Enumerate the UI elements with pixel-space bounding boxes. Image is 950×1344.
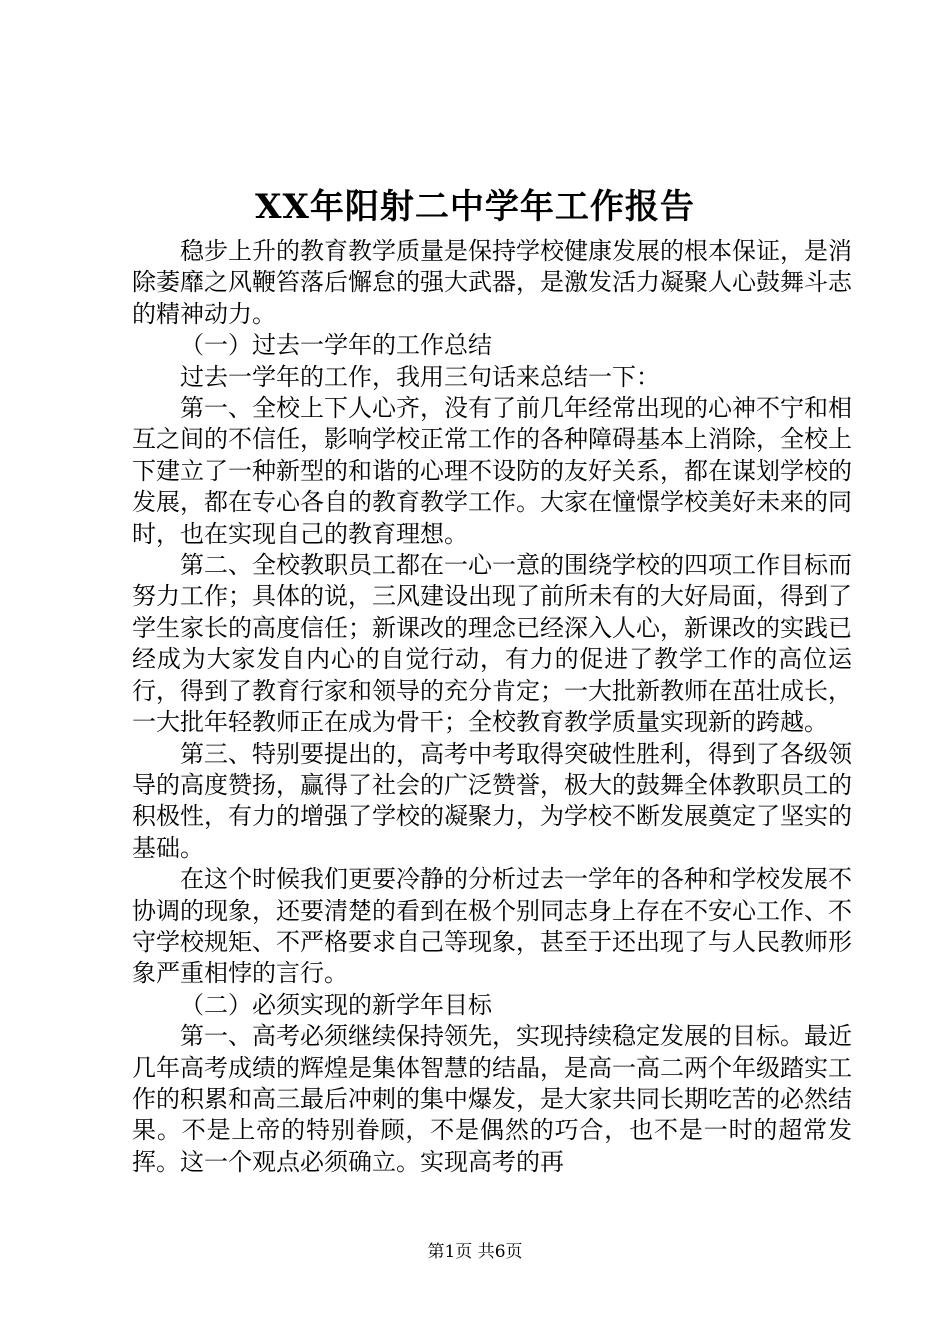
document-body (132, 236, 852, 1178)
paragraph-intro: 稳步上升的教育教学质量是保持学校健康发展的根本保证，是消除萎靡之风鞭笞落后懈怠的强大武器，是激发活力凝聚人心鼓舞斗志的精神动力。 (132, 237, 852, 328)
document-title: XX年阳射二中学年工作报告 (255, 187, 695, 227)
paragraph-summary-lead: 过去一学年的工作，我用三句话来总结一下： (180, 362, 660, 391)
paragraph-analysis: 在这个时候我们更要冷静的分析过去一学年的各种和学校发展不协调的现象，还要清楚的看到在极个别同志身上存在不安心工作、不守学校规矩、不严格要求自己等现象，甚至于还出现了与人民教师形象严重相悖的言行。 (132, 865, 852, 988)
paragraph-goal-one: 第一、高考必须继续保持领先，实现持续稳定发展的目标。最近几年高考成绩的辉煌是集体智慧的结晶，是高一高二两个年级踏实工作的积累和高三最后冲刺的集中爆发，是大家共同长期吃苦的必然结果。不是上帝的特别眷顾，不是偶然的巧合，也不是一时的超常发挥。这一个观点必须确立。实现高考的再 (132, 1022, 852, 1176)
section-heading-goals: （二）必须实现的新学年目标 (180, 990, 492, 1019)
section-heading-summary: （一）过去一学年的工作总结 (180, 331, 492, 360)
paragraph-point-two: 第二、全校教职员工都在一心一意的围绕学校的四项工作目标而努力工作；具体的说，三风建设出现了前所未有的大好局面，得到了学生家长的高度信任；新课改的理念已经深入人心，新课改的实践已经成为大家发自内心的自觉行动，有力的促进了教学工作的高位运行，得到了教育行家和领导的充分肯定；一大批新教师在茁壮成长，一大批年轻教师正在成为骨干；全校教育教学质量实现新的跨越。 (132, 551, 852, 737)
page-footer: 第1页 共6页 (427, 1242, 523, 1262)
paragraph-point-three: 第三、特别要提出的，高考中考取得突破性胜利，得到了各级领导的高度赞扬，赢得了社会的广泛赞誉，极大的鼓舞全体教职员工的积极性，有力的增强了学校的凝聚力，为学校不断发展奠定了坚实的基础。 (132, 739, 852, 862)
paragraph-point-one: 第一、全校上下人心齐，没有了前几年经常出现的心神不宁和相互之间的不信任，影响学校正常工作的各种障碍基本上消除，全校上下建立了一种新型的和谐的心理不设防的友好关系，都在谋划学校的发展，都在专心各自的教育教学工作。大家在憧憬学校美好未来的同时，也在实现自己的教育理想。 (132, 394, 852, 548)
